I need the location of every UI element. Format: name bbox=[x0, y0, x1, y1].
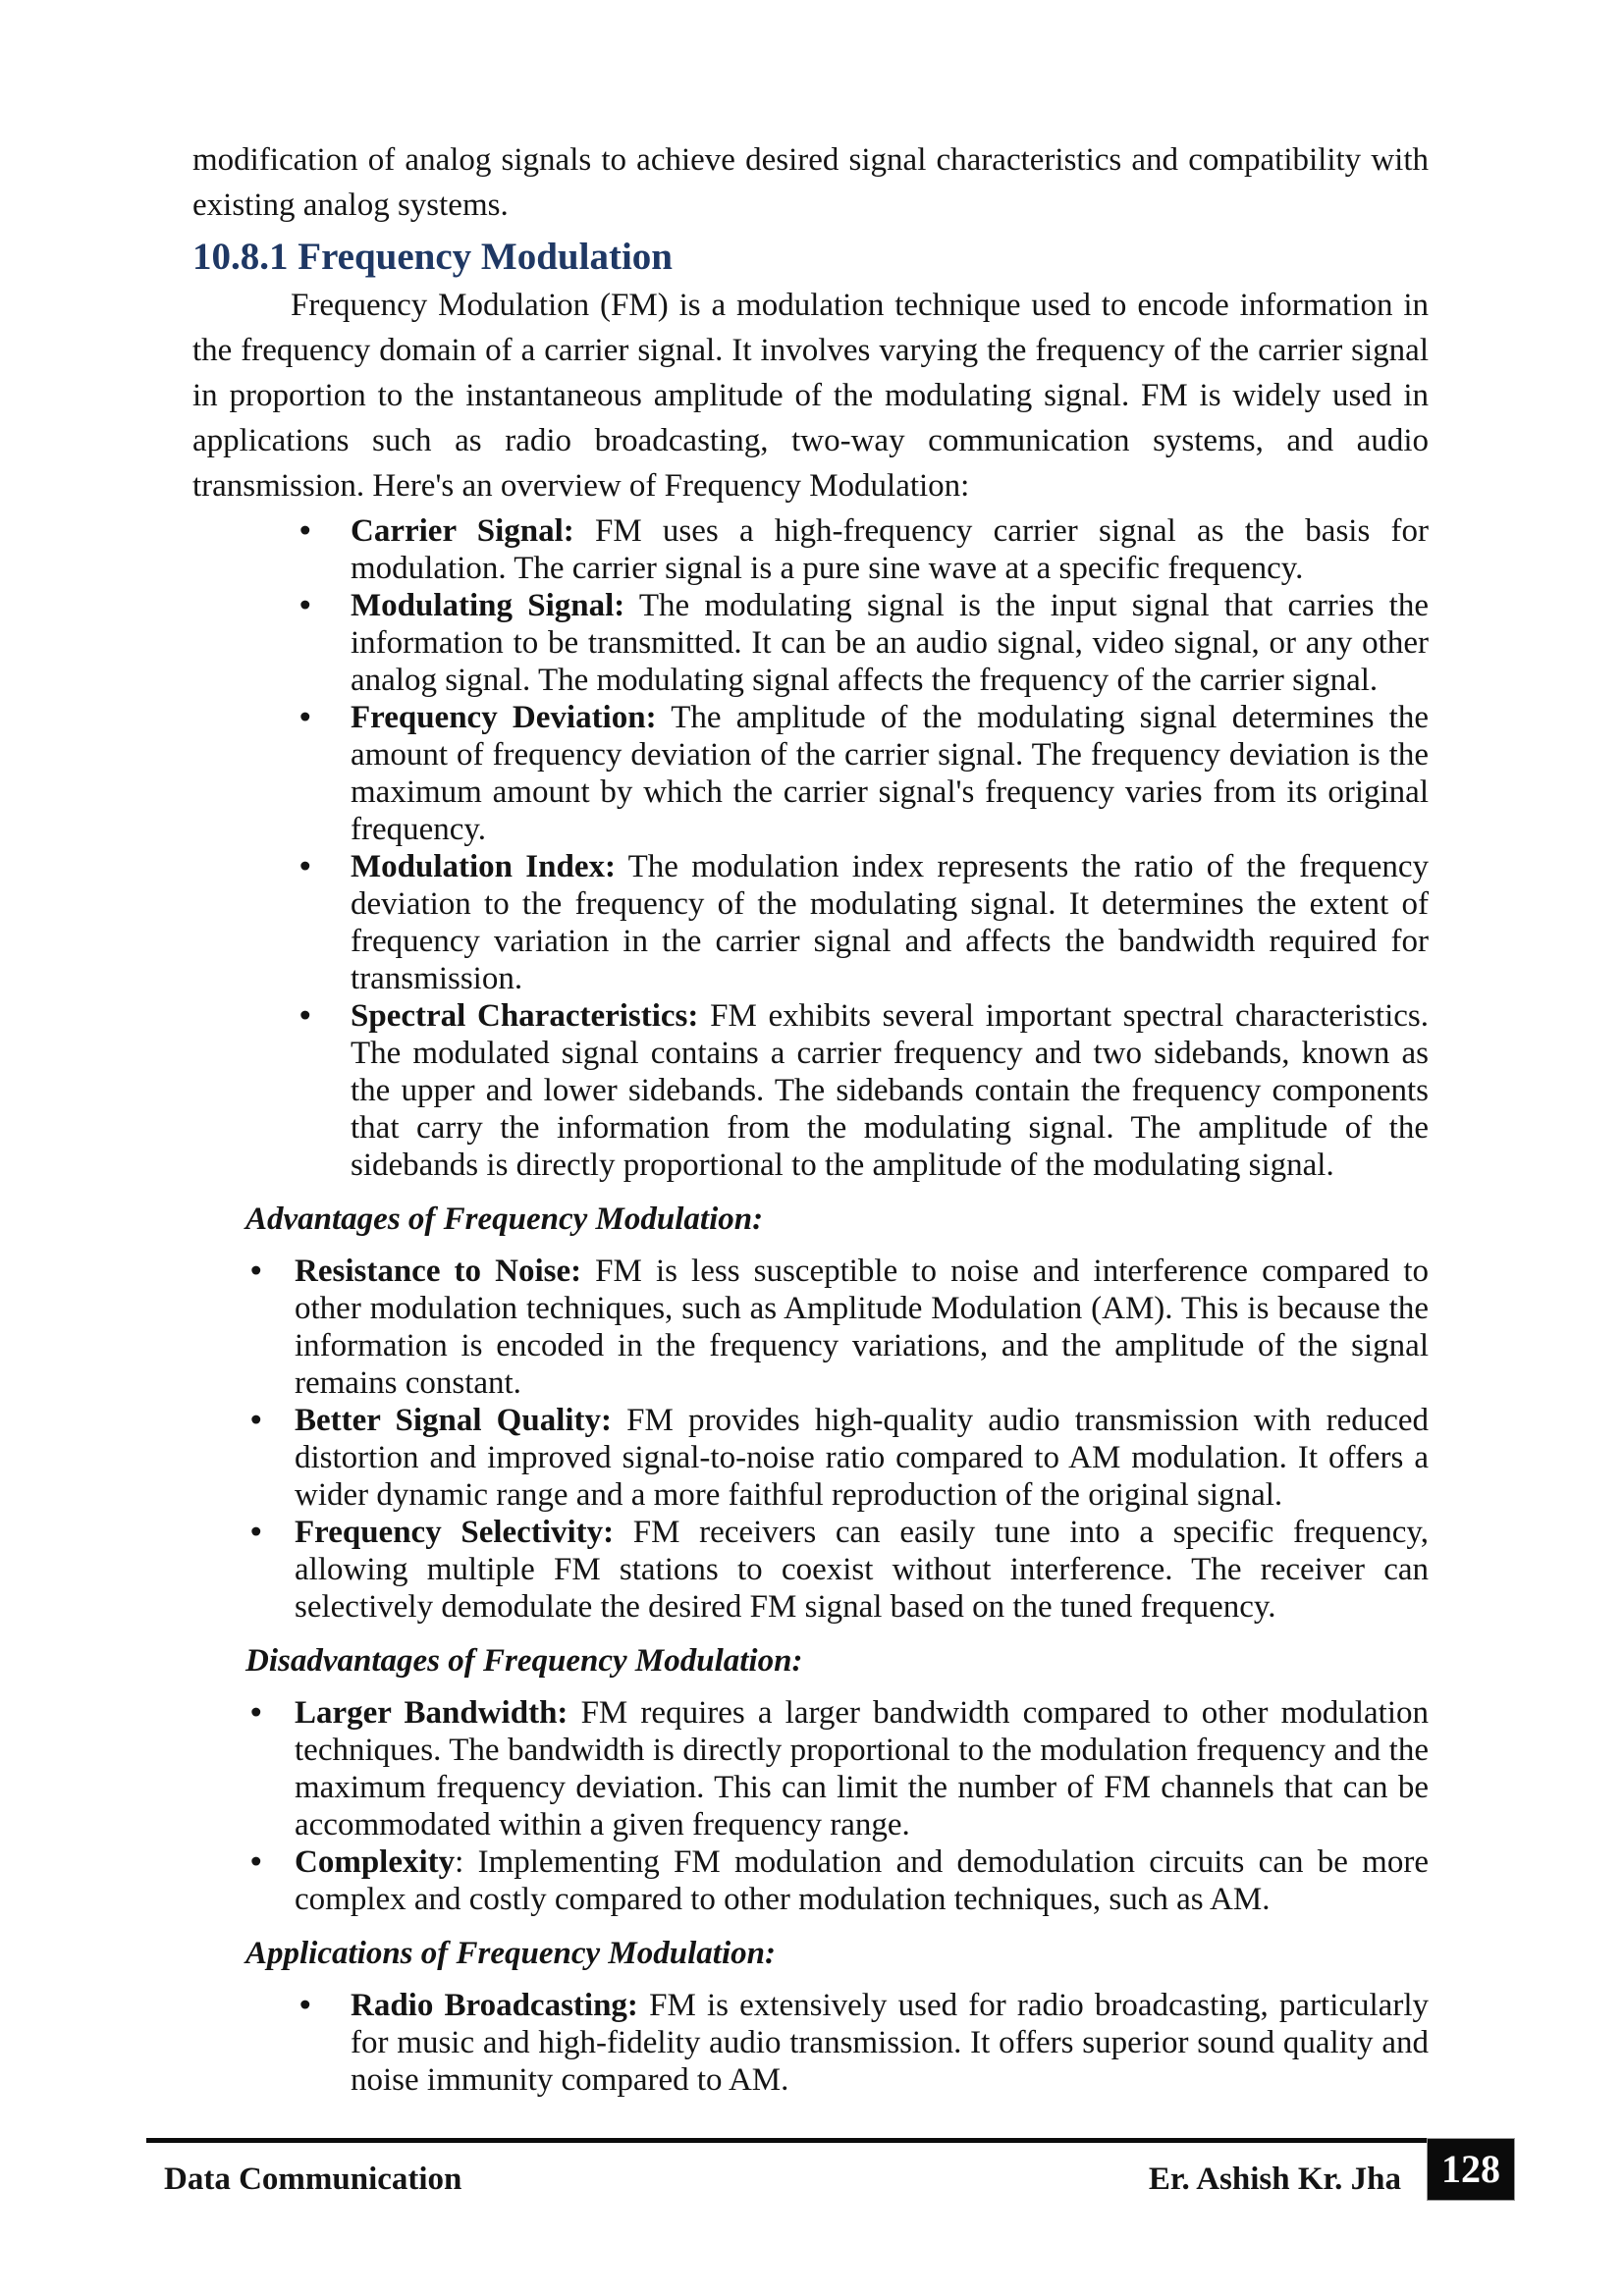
bullet-term: Frequency Deviation: bbox=[351, 700, 657, 735]
bullet-term: Complexity bbox=[295, 1844, 456, 1880]
list-item-frequency-deviation bbox=[192, 699, 1429, 848]
list-item-frequency-selectivity bbox=[192, 1514, 1429, 1626]
bullet-term: Radio Broadcasting: bbox=[351, 1988, 638, 2023]
page-content bbox=[192, 137, 1429, 2099]
bullet-icon: • bbox=[299, 849, 311, 884]
bullet-text: FM receivers can easily tune into a specific frequency, allowing multiple FM stations to coexist without interference. The receiver can selectively demodulate the desired FM signal based on the tuned frequency. bbox=[295, 1515, 1429, 1625]
bullet-term: Frequency Selectivity: bbox=[295, 1515, 615, 1550]
list-item-complexity bbox=[192, 1843, 1429, 1918]
bullet-icon: • bbox=[250, 1403, 262, 1438]
list-item-better-signal-quality bbox=[192, 1402, 1429, 1514]
bullet-text: : Implementing FM modulation and demodulation circuits can be more complex and costly compared to other modulation techniques, such as AM. bbox=[295, 1844, 1429, 1917]
list-item-spectral-characteristics bbox=[192, 997, 1429, 1184]
bullet-text: FM requires a larger bandwidth compared to other modulation techniques. The bandwidth is directly proportional to the modulation frequency and the maximum frequency deviation. This can limit the number of FM channels that can be accommodated within a given frequency range. bbox=[295, 1695, 1429, 1842]
bullet-term: Modulating Signal: bbox=[351, 588, 625, 623]
applications-heading: Applications of Frequency Modulation: bbox=[245, 1936, 776, 1971]
page-number: 128 bbox=[1441, 2147, 1500, 2191]
list-item-larger-bandwidth bbox=[192, 1694, 1429, 1843]
list-item-radio-broadcasting bbox=[192, 1987, 1429, 2099]
bullet-icon: • bbox=[299, 1988, 311, 2023]
advantages-bullet-list bbox=[192, 1253, 1429, 1626]
bullet-text: FM uses a high-frequency carrier signal as the basis for modulation. The carrier signal is a pure sine wave at a specific frequency. bbox=[351, 513, 1430, 586]
intro-paragraph: modification of analog signals to achieve desired signal characteristics and compatibility with existing analog systems. bbox=[192, 142, 1429, 223]
bullet-icon: • bbox=[299, 513, 311, 549]
bullet-term: Better Signal Quality: bbox=[295, 1403, 613, 1438]
overview-bullet-list bbox=[192, 512, 1429, 1184]
bullet-icon: • bbox=[250, 1515, 262, 1550]
applications-bullet-list bbox=[192, 1987, 1429, 2099]
disadvantages-bullet-list bbox=[192, 1694, 1429, 1918]
bullet-text: The modulating signal is the input signal that carries the information to be transmitted. It can be an audio signal, video signal, or any other analog signal. The modulating signal affects the frequency of the carrier signal. bbox=[351, 588, 1429, 698]
footer-book-title: Data Communication bbox=[164, 2162, 462, 2197]
bullet-term: Modulation Index: bbox=[351, 849, 616, 884]
bullet-text: FM exhibits several important spectral characteristics. The modulated signal contains a carrier frequency and two sidebands, known as the upper and lower sidebands. The sidebands contain the frequency components that carry the information from the modulating signal. The amplitude of the sidebands is directly proportional to the amplitude of the modulating signal. bbox=[351, 998, 1429, 1183]
list-item-resistance-to-noise bbox=[192, 1253, 1429, 1402]
footer-author: Er. Ashish Kr. Jha bbox=[1148, 2162, 1401, 2197]
list-item-modulating-signal bbox=[192, 587, 1429, 699]
disadvantages-heading: Disadvantages of Frequency Modulation: bbox=[245, 1643, 803, 1679]
bullet-term: Larger Bandwidth: bbox=[295, 1695, 568, 1731]
footer-divider bbox=[146, 2138, 1427, 2143]
bullet-text: The amplitude of the modulating signal determines the amount of frequency deviation of the carrier signal. The frequency deviation is the maximum amount by which the carrier signal's frequency varies from its original frequency. bbox=[351, 700, 1429, 847]
list-item-carrier-signal bbox=[192, 512, 1429, 587]
bullet-text: FM provides high-quality audio transmission with reduced distortion and improved signal-to-noise ratio compared to AM modulation. It offers a wider dynamic range and a more faithful reproduction of the original signal. bbox=[295, 1403, 1430, 1513]
bullet-icon: • bbox=[299, 588, 311, 623]
advantages-heading: Advantages of Frequency Modulation: bbox=[245, 1201, 764, 1237]
bullet-icon: • bbox=[299, 998, 311, 1034]
bullet-icon: • bbox=[299, 700, 311, 735]
page-number-box bbox=[1427, 2138, 1515, 2201]
bullet-icon: • bbox=[250, 1844, 262, 1880]
bullet-text: The modulation index represents the ratio of the frequency deviation to the frequency of the modulating signal. It determines the extent of frequency variation in the carrier signal and affects the bandwidth required for transmission. bbox=[351, 849, 1429, 996]
section-heading: 10.8.1 Frequency Modulation bbox=[192, 236, 673, 278]
bullet-term: Spectral Characteristics: bbox=[351, 998, 699, 1034]
section-intro-paragraph: Frequency Modulation (FM) is a modulation technique used to encode information in the frequency domain of a carrier signal. It involves varying the frequency of the carrier signal in proportion to the instantaneous amplitude of the modulating signal. FM is widely used in applications such as radio broadcasting, two-way communication systems, and audio transmission. Here's an overview of Frequency Modulation: bbox=[192, 288, 1429, 504]
bullet-term: Carrier Signal: bbox=[351, 513, 574, 549]
list-item-modulation-index bbox=[192, 848, 1429, 997]
bullet-text: FM is less susceptible to noise and interference compared to other modulation techniques, such as Amplitude Modulation (AM). This is because the information is encoded in the frequency variations, and the amplitude of the signal remains constant. bbox=[295, 1254, 1429, 1401]
bullet-icon: • bbox=[250, 1254, 262, 1289]
bullet-text: FM is extensively used for radio broadcasting, particularly for music and high-fidelity audio transmission. It offers superior sound quality and noise immunity compared to AM. bbox=[351, 1988, 1429, 2098]
bullet-term: Resistance to Noise: bbox=[295, 1254, 582, 1289]
bullet-icon: • bbox=[250, 1695, 262, 1731]
